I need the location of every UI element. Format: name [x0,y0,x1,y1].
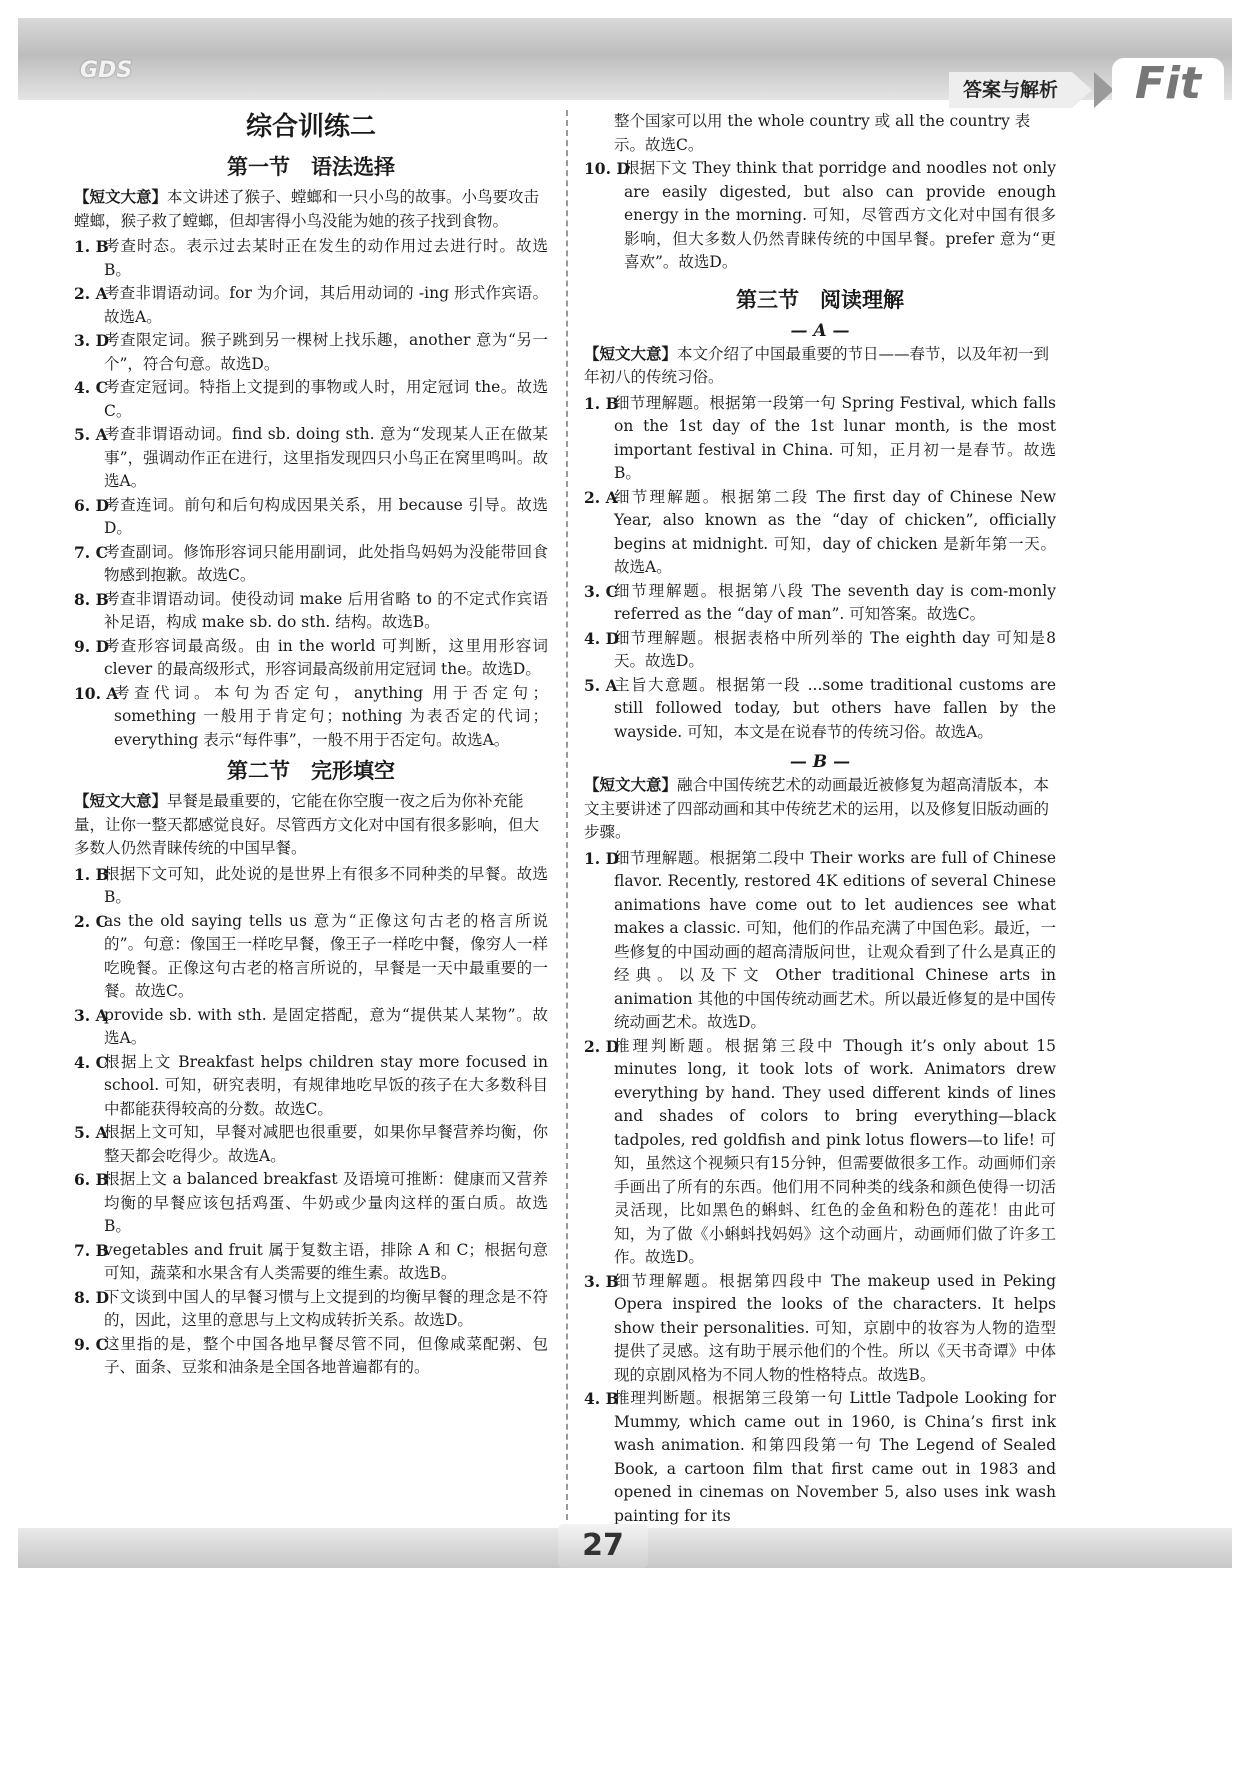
answer-item [74,282,548,329]
answer-number: 5. A [584,675,618,695]
answer-text: 细节理解题。根据表格中所列举的 The eighth day 可知是8天。故选D。 [614,628,1056,670]
answer-item [584,674,1056,745]
answer-number: 2. C [74,911,108,931]
answer-item [74,423,548,494]
answer-text: provide sb. with sth. 是固定搭配，意为“提供某人某物”。故选A。 [104,1005,548,1047]
answer-item [74,1168,548,1239]
answer-number: 10. D [584,159,630,178]
answer-number: 7. B [74,1240,109,1260]
answer-item [584,847,1056,1035]
answer-number: 9. C [74,1334,108,1354]
answer-item [74,494,548,541]
answer-number: 3. A [74,1005,108,1025]
summary-text: 本文介绍了中国最重要的节日——春节，以及年初一到年初八的传统习俗。 [584,344,1050,386]
answer-item [74,329,548,376]
answer-item [74,541,548,588]
summary-text: 融合中国传统艺术的动画最近被修复为超高清版本，本文主要讲述了四部动画和其中传统艺术的运用，以及修复旧版动画的步骤。 [584,776,1050,841]
gds-logo: GDS [80,58,133,83]
answer-item [74,1051,548,1122]
answer-text: 细节理解题。根据第一段第一句 Spring Festival, which falls on the 1st day of the 1st lunar month, is the most important festival in China. 可知，正月初一是春节。故选B。 [614,393,1056,482]
answer-text: 推理判断题。根据第三段中 Though it’s only about 15 minutes long, it took lots of work. Animators drew everything by hand. They used different kinds of lines and shades of colors to bring everything—black tadpoles, red goldfish and pink lotus flowers—to life! 可知，虽然这个视频只有15分钟，但需要做很多工作。动画师们亲手画出了所有的东西。他们用不同种类的线条和颜色使得一切活灵活现，比如黑色的蝌蚪、红色的金鱼和粉色的莲花！由此可知，为了做《小蝌蚪找妈妈》这个动画片，动画师们做了许多工作。故选D。 [614,1036,1056,1266]
answer-item [74,588,548,635]
answer-text: 考查限定词。猴子跳到另一棵树上找乐趣，another 意为“另一个”，符合句意。故选D。 [104,331,548,373]
answer-text: 考查代词。本句为否定句，anything 用于否定句；something 一般用于肯定句；nothing 为表否定的代词；everything 表示“每件事”，一般不用于否定句。故选A。 [114,683,548,749]
answer-text: 考查副词。修饰形容词只能用副词，此处指鸟妈妈为没能带回食物感到抱歉。故选C。 [104,542,548,584]
answer-text: 根据下文可知，此处说的是世界上有很多不同种类的早餐。故选B。 [104,864,548,906]
section-2-summary [74,790,548,861]
answer-number: 5. A [74,1123,108,1142]
answer-item [584,1387,1056,1528]
column-divider [566,110,568,1520]
summary-text: 早餐是最重要的，它能在你空腹一夜之后为你补充能量，让你一整天都感觉良好。尽管西方文化对中国有很多影响，但大多数人仍然青睐传统的中国早餐。 [74,792,540,857]
answer-item [74,682,548,753]
summary-label: 【短文大意】 [584,776,678,794]
answer-number: 4. C [74,1052,108,1072]
answer-text: 推理判断题。根据第三段第一句 Little Tadpole Looking for Mummy, which came out in 1960, is China’s first ink wash animation. 和第四段第一句 The Legend of Sealed Book, a cartoon film that first came out in 1983 and opened in cinemas on November 5, also uses ink wash painting for its [614,1389,1056,1525]
answer-number: 2. A [584,487,618,507]
answer-item [74,235,548,282]
summary-label: 【短文大意】 [584,344,678,363]
page-number: 27 [558,1524,648,1568]
summary-label: 【短文大意】 [74,188,168,206]
answer-text: 考查时态。表示过去某时正在发生的动作用过去进行时。故选B。 [104,237,548,279]
answer-text: 考查形容词最高级。由 in the world 可判断，这里用形容词 clever 的最高级形式，形容词最高级前用定冠词 the。故选D。 [104,636,548,678]
answer-text: 细节理解题。根据第二段中 Their works are full of Chinese flavor. Recently, restored 4K editions of several Chinese animations have come out to let audiences see what makes a classic. 可知，他们的作品充满了中国色彩。最近，一些修复的中国动画的超高清版问世，让观众看到了什么是真正的经典。以及下文 Other traditional Chinese arts in animation 其他的中国传统动画艺术。所以最近修复的是中国传统动画艺术。故选D。 [614,848,1056,1031]
answer-item [74,1121,548,1168]
answer-text: 主旨大意题。根据第一段 ...some traditional customs are still followed today, but others have fallen by the wayside. 可知，本文是在说春节的传统习俗。故选A。 [614,675,1056,741]
answer-number: 3. B [584,1271,619,1291]
answer-item [74,1286,548,1333]
chevron-decoration-dark [1094,72,1114,108]
answer-item [74,1004,548,1051]
answer-text: 根据上文 Breakfast helps children stay more focused in school. 可知，研究表明，有规律地吃早饭的孩子在大多数科目中都能获得较高的分数。故选C。 [104,1052,548,1118]
part-b-answers [584,847,1056,1529]
answer-item [74,863,548,910]
answer-text: 根据上文 a balanced breakfast 及语境可推断：健康而又营养均衡的早餐应该包括鸡蛋、牛奶或少量肉这样的蛋白质。故选B。 [104,1170,548,1235]
answer-text: 考查非谓语动词。使役动词 make 后用省略 to 的不定式作宾语补足语，构成 make sb. do sth. 结构。故选B。 [104,589,548,631]
answer-number: 4. C [74,378,108,397]
answer-item [74,1239,548,1286]
answer-text: 根据下文 They think that porridge and noodles not only are easily digested, but also can provide enough energy in the morning. 可知，尽管西方文化对中国有很多影响，但大多数人仍然青睐传统的中国早餐。prefer 意为“更喜欢”。故选D。 [624,159,1056,271]
right-column [584,110,1056,1528]
answer-text: 考查连词。前句和后句构成因果关系，用 because 引导。故选D。 [104,495,548,537]
answer-number: 6. D [74,495,110,515]
answer-item [584,486,1056,580]
answer-item [584,627,1056,674]
part-a-label: — A — [790,320,850,341]
answer-number: 6. B [74,1170,109,1189]
answer-text: 考查非谓语动词。find sb. doing sth. 意为“发现某人正在做某事”，强调动作正在进行，这里指发现四只小鸟正在窝里鸣叫。故选A。 [104,425,548,490]
answer-number: 8. B [74,589,109,609]
answer-text: 细节理解题。根据第四段中 The makeup used in Peking Opera inspired the looks of the characters. It helps show their personalities. 可知，京剧中的妆容为人物的造型提供了灵感。这有助于展示他们的个性。所以《天书奇谭》中体现的京剧风格为不同人物的性格特点。故选B。 [614,1271,1056,1384]
page-header [18,18,1232,109]
part-b-label: — B — [789,752,851,772]
page-footer [18,1528,1232,1568]
answer-item [584,157,1056,275]
answer-number: 4. D [584,628,620,648]
answer-item [584,580,1056,627]
section-1-answers [74,235,548,752]
answer-text: 下文谈到中国人的早餐习惯与上文提到的均衡早餐的理念是不符的，因此，这里的意思与上文构成转折关系。故选D。 [104,1287,548,1329]
answer-number: 10. A [74,683,119,703]
section-2-answers [74,863,548,1380]
answer-item [584,392,1056,486]
answer-number: 2. A [74,284,108,303]
page-title: 综合训练二 [245,112,376,142]
answer-number: 1. B [74,237,109,256]
section-1-summary [74,186,548,233]
section-1-title: 第一节 语法选择 [227,155,395,179]
part-a-summary [584,343,1056,390]
answer-number: 5. A [74,425,108,444]
answer-number: 1. B [74,864,109,884]
answer-number: 2. D [584,1036,620,1056]
answer-number: 3. D [74,331,110,350]
answer-item [74,635,548,682]
answer-continuation: 整个国家可以用 the whole country 或 all the country 表示。故选C。 [614,112,1031,154]
section-3-title: 第三节 阅读理解 [736,287,904,312]
answer-item [584,1035,1056,1270]
answer-number: 7. C [74,542,108,562]
answer-text: vegetables and fruit 属于复数主语，排除 A 和 C；根据句意可知，蔬菜和水果含有人类需要的维生素。故选B。 [104,1240,548,1282]
answer-text: 考查定冠词。特指上文提到的事物或人时，用定冠词 the。故选C。 [104,378,548,420]
answer-number: 3. C [584,581,618,601]
left-column [74,110,548,1380]
answer-item [74,910,548,1004]
chevron-decoration [1072,72,1092,108]
part-a-answers [584,392,1056,745]
section-label: 答案与解析 [949,72,1072,108]
summary-text: 本文讲述了猴子、螳螂和一只小鸟的故事。小鸟要攻击螳螂，猴子救了螳螂，但却害得小鸟没能为她的孩子找到食物。 [74,188,540,230]
answer-number: 1. B [584,393,619,413]
answer-number: 8. D [74,1287,110,1307]
answer-number: 9. D [74,636,110,656]
answer-text: as the old saying tells us 意为“正像这句古老的格言所说的”。句意：像国王一样吃早餐，像王子一样吃中餐，像穷人一样吃晚餐。正像这句古老的格言所说的，早餐是一天中最重要的一餐。故选C。 [104,911,548,1000]
answer-text: 细节理解题。根据第二段 The first day of Chinese New Year, also known as the “day of chicken”, officially begins at midnight. 可知，day of chicken 是新年第一天。故选A。 [614,487,1056,576]
fit-logo: Fit [1112,58,1224,110]
answer-text: 考查非谓语动词。for 为介词，其后用动词的 -ing 形式作宾语。故选A。 [104,284,548,326]
answer-number: 1. D [584,848,620,868]
answer-text: 根据上文可知，早餐对减肥也很重要，如果你早餐营养均衡，你整天都会吃得少。故选A。 [104,1123,548,1165]
answer-item [74,1333,548,1380]
summary-label: 【短文大意】 [74,792,168,810]
answer-text: 这里指的是，整个中国各地早餐尽管不同，但像咸菜配粥、包子、面条、豆浆和油条是全国各地普遍都有的。 [104,1334,548,1376]
part-b-summary [584,774,1056,845]
section-2-title: 第二节 完形填空 [227,759,395,783]
answer-text: 细节理解题。根据第八段 The seventh day is com-monly referred as the “day of man”. 可知答案。故选C。 [614,581,1056,623]
answer-item [74,376,548,423]
answer-number: 4. B [584,1389,619,1408]
answer-item [584,1270,1056,1388]
